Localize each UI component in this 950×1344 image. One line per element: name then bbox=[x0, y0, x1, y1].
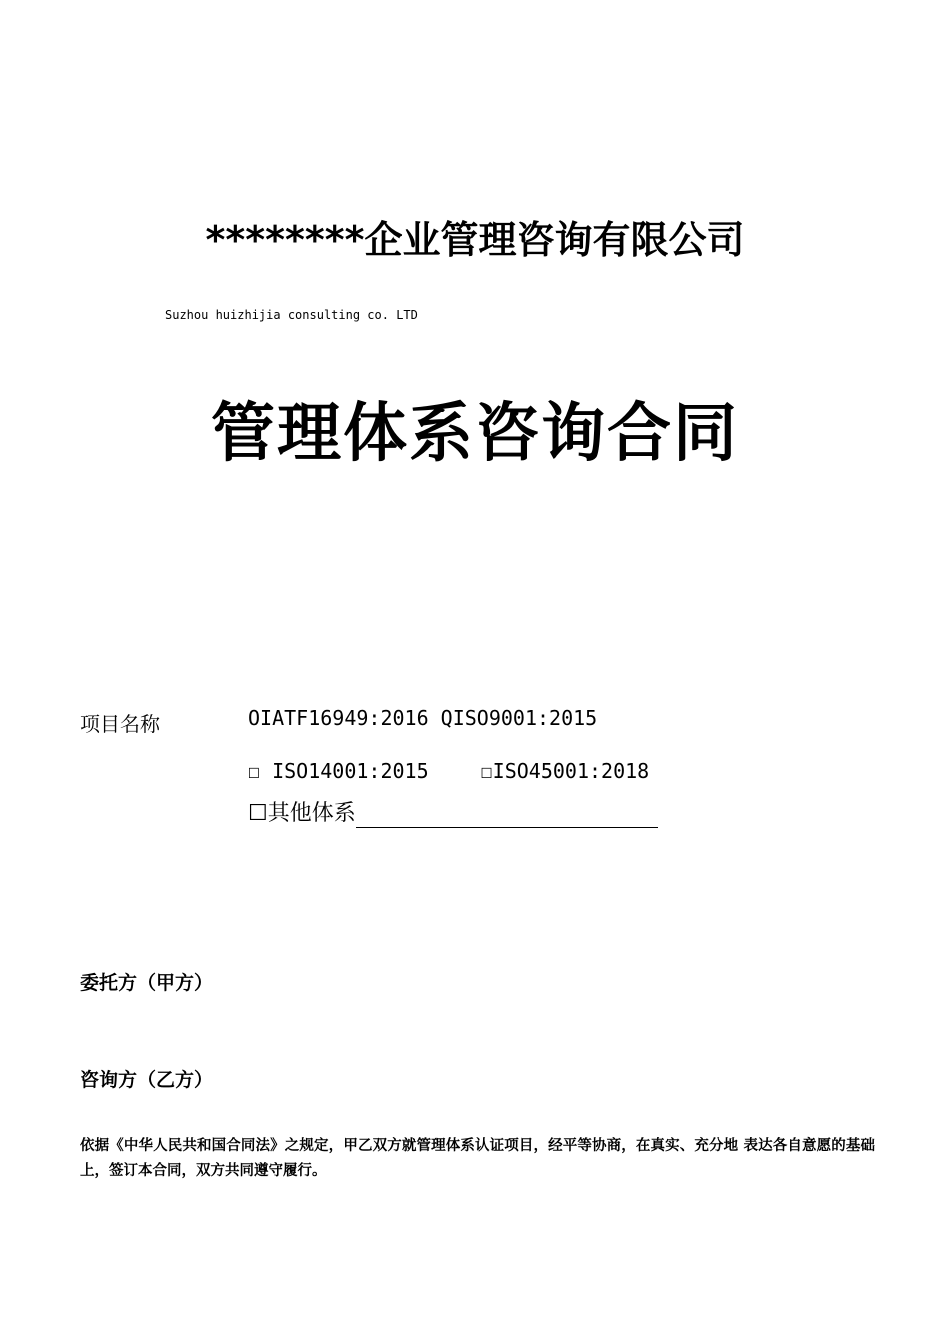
consultant-party-label: 咨询方（乙方） bbox=[80, 1069, 214, 1091]
project-standards-line: OIATF16949:2016 QISO9001:2015 bbox=[248, 706, 598, 730]
iso45001-label: ISO45001:2018 bbox=[492, 759, 650, 783]
contract-preamble: 依据《中华人民共和国合同法》之规定，甲乙双方就管理体系认证项目，经平等协商，在真实、充分地 表达各自意愿的基础上，签订本合同，双方共同遵守履行。 bbox=[80, 1138, 875, 1179]
company-name-english: Suzhou huizhijia consulting co. LTD bbox=[165, 308, 418, 322]
company-name: ********企业管理咨询有限公司 bbox=[205, 218, 745, 262]
project-options-row bbox=[248, 757, 649, 785]
project-name-label: 项目名称 bbox=[80, 712, 160, 736]
other-system-label: 其他体系 bbox=[267, 801, 356, 826]
iso14001-label: ISO14001:2015 bbox=[260, 759, 429, 783]
other-system-fill-line[interactable] bbox=[356, 805, 658, 828]
client-party-label: 委托方（甲方） bbox=[80, 972, 214, 994]
iso45001-checkbox[interactable]: ☐ bbox=[480, 759, 493, 783]
other-system-checkbox[interactable]: ☐ bbox=[248, 801, 268, 826]
document-title: 管理体系咨询合同 bbox=[211, 397, 739, 471]
iso14001-checkbox[interactable]: ☐ bbox=[248, 759, 261, 783]
other-system-row bbox=[248, 800, 658, 828]
